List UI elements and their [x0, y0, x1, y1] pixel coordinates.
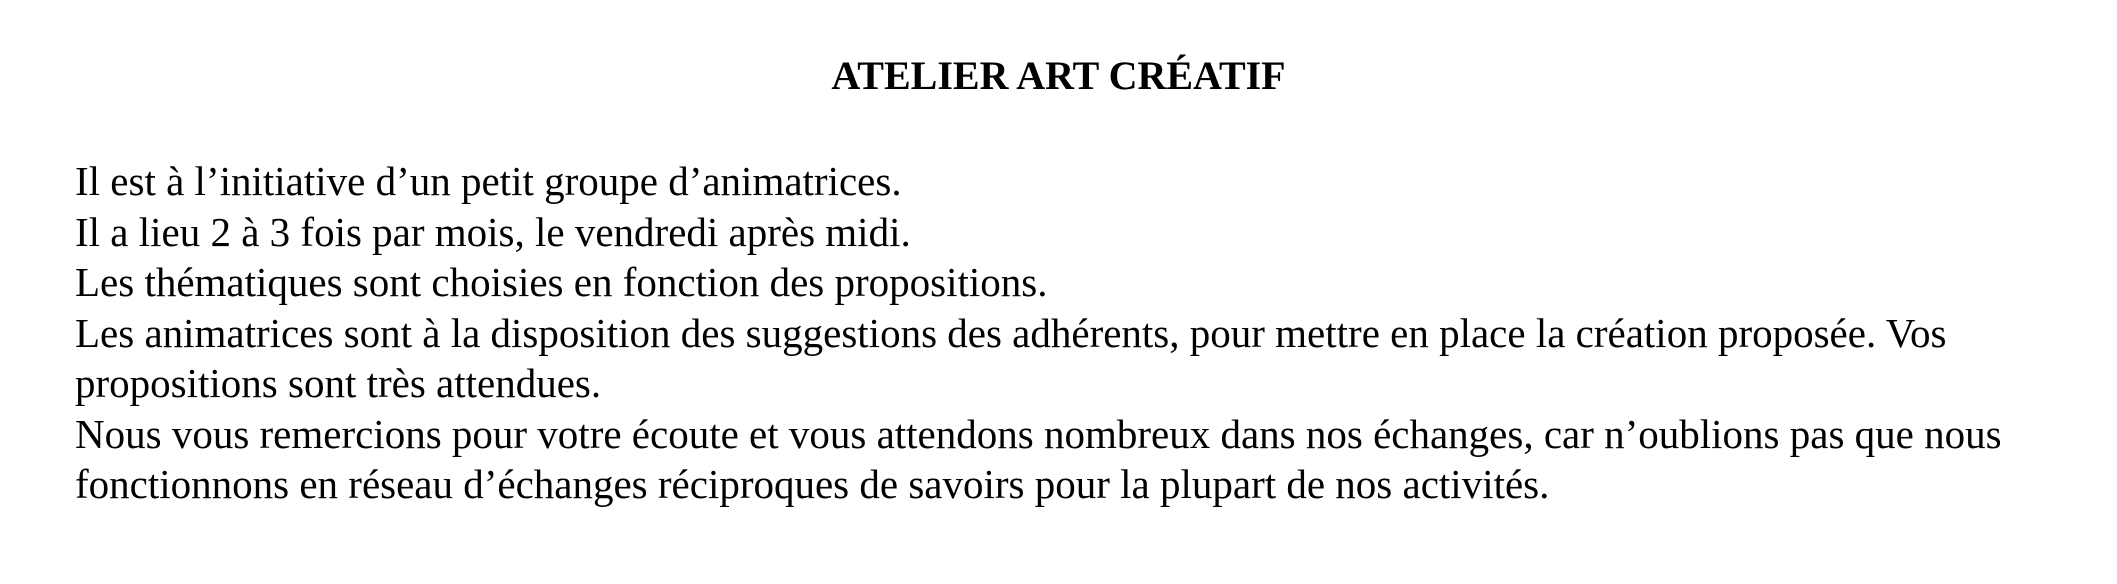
paragraph-thanks: Nous vous remercions pour votre écoute et vous attendons nombreux dans nos échanges, car n’oublions pas que nous fonctionnons en réseau d’échanges réciproques de savoirs pour la plupart de nos activités. — [75, 410, 2002, 507]
paragraph-themes: Les thématiques sont choisies en fonction des propositions. — [75, 259, 1048, 305]
paragraph-schedule: Il a lieu 2 à 3 fois par mois, le vendredi après midi. — [75, 208, 911, 255]
paragraph-suggestions: Les animatrices sont à la disposition des suggestions des adhérents, pour mettre en place la création proposée. Vos propositions sont très attendues. — [75, 309, 1947, 406]
document-body — [75, 156, 2095, 510]
paragraph-initiative: Il est à l’initiative d’un petit groupe d’animatrices. — [75, 158, 902, 204]
document-title: ATELIER ART CRÉATIF — [831, 53, 1286, 98]
